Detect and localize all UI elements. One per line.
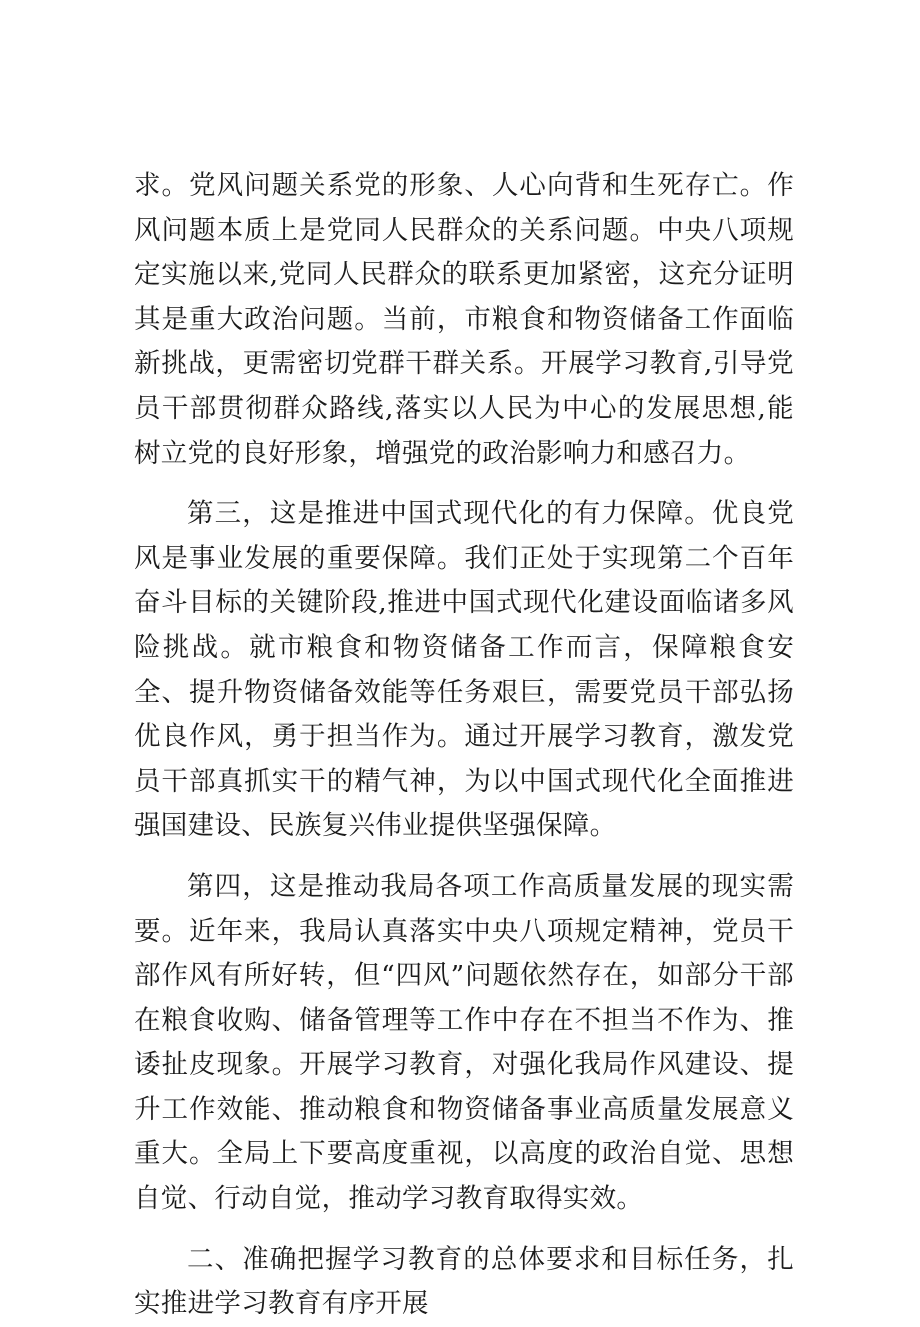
paragraph-fourth-point: 第四，这是推动我局各项工作高质量发展的现实需要。近年来，我局认真落实中央八项规定精神，党员干部作风有所好转，但“四风”问题依然存在，如部分干部在粮食收购、储备管理等工作中存在不担当不作为、推诿扯皮现象。开展学习教育，对强化我局作风建设、提升工作效能、推动粮食和物资储备事业高质量发展意义重大。全局上下要高度重视，以高度的政治自觉、思想自觉、行动自觉，推动学习教育取得实效。 <box>134 870 794 1215</box>
section-heading-two: 二、准确把握学习教育的总体要求和目标任务，扎实推进学习教育有序开展 <box>134 1243 794 1320</box>
document-body <box>134 164 794 1327</box>
paragraph-continuation: 求。党风问题关系党的形象、人心向背和生死存亡。作风问题本质上是党同人民群众的关系问题。中央八项规定实施以来,党同人民群众的联系更加紧密，这充分证明其是重大政治问题。当前，市粮食和物资储备工作面临新挑战，更需密切党群干群关系。开展学习教育,引导党员干部贯彻群众路线,落实以人民为中心的发展思想,能树立党的良好形象，增强党的政治影响力和感召力。 <box>134 170 794 469</box>
paragraph-third-point: 第三，这是推进中国式现代化的有力保障。优良党风是事业发展的重要保障。我们正处于实现第二个百年奋斗目标的关键阶段,推进中国式现代化建设面临诸多风险挑战。就市粮食和物资储备工作而言，保障粮食安全、提升物资储备效能等任务艰巨，需要党员干部弘扬优良作风，勇于担当作为。通过开展学习教育，激发党员干部真抓实干的精气神，为以中国式现代化全面推进强国建设、民族复兴伟业提供坚强保障。 <box>134 498 794 842</box>
